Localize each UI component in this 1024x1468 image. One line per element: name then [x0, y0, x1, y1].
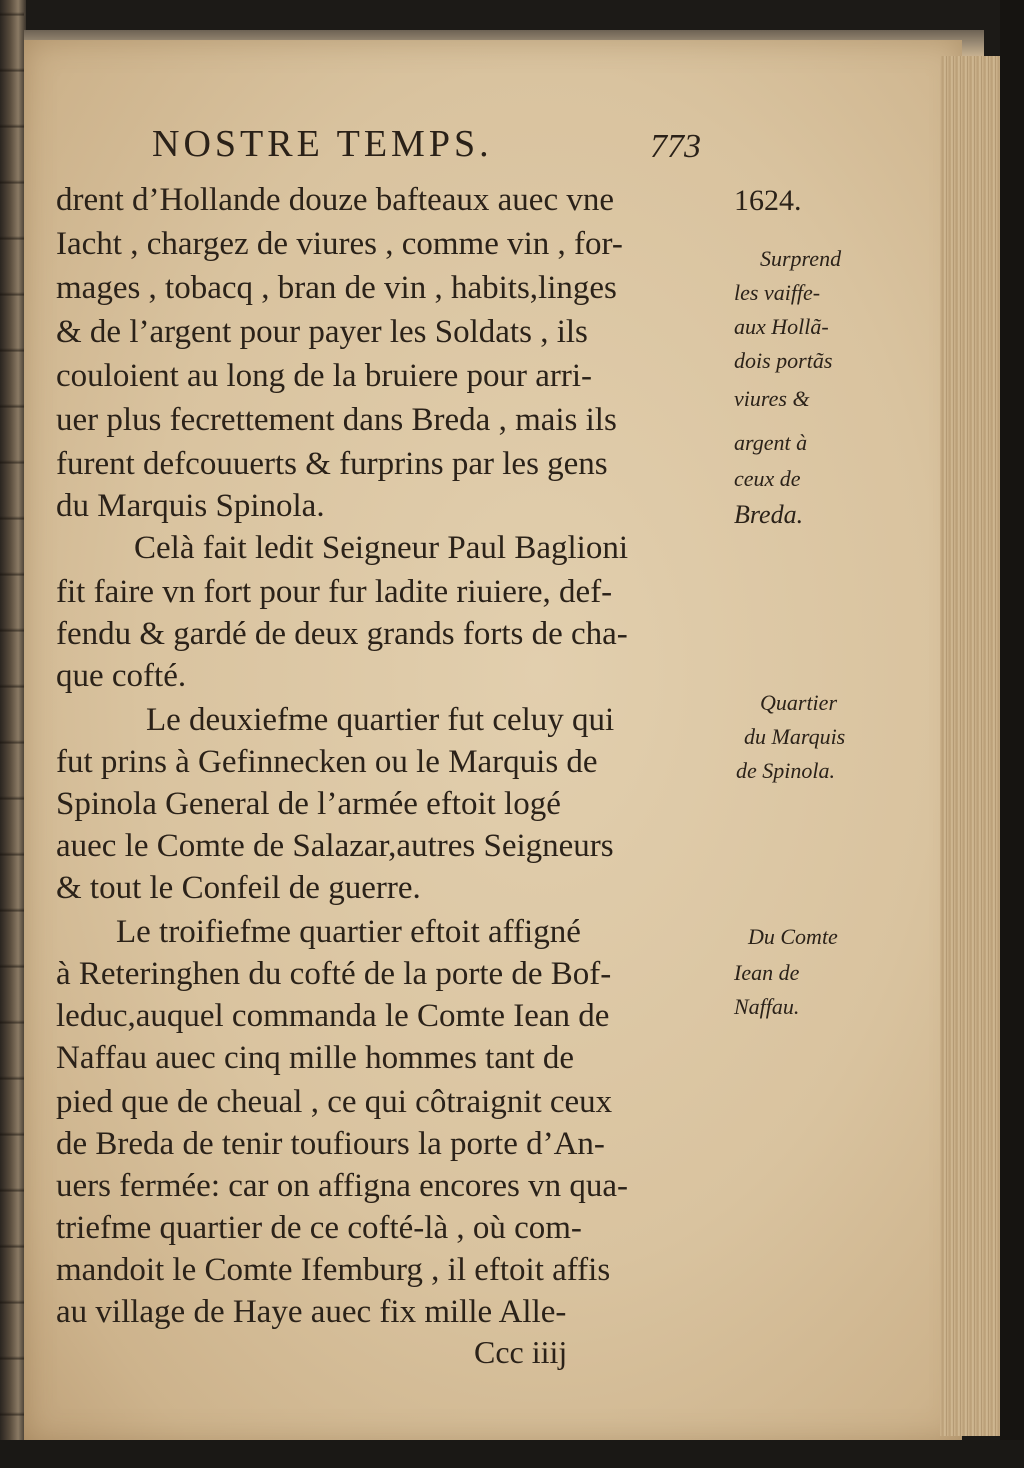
margin-note-line: les vaiffe-	[734, 280, 821, 305]
margin-note-line: Du Comte	[748, 924, 838, 949]
margin-note-line: Surprend	[760, 246, 842, 271]
text-line: couloient au long de la bruiere pour arri-	[56, 358, 593, 394]
margin-note-line: argent à	[734, 430, 808, 455]
text-line: à Reteringhen du cofté de la porte de Bof-	[56, 956, 612, 992]
text-line: Spinola General de l’armée eftoit logé	[56, 786, 561, 822]
running-head: NOSTRE TEMPS.	[152, 123, 493, 165]
margin-note-line: dois portãs	[734, 348, 833, 373]
text-line: Le deuxiefme quartier fut celuy qui	[146, 702, 615, 738]
background-right	[1000, 0, 1024, 1468]
text-line: drent d’Hollande douze bafteaux auec vne	[56, 182, 614, 218]
text-line: auec le Comte de Salazar,autres Seigneurs	[56, 828, 614, 864]
text-line: fit faire vn fort pour fur ladite riuiere, def-	[56, 574, 613, 610]
text-line: fut prins à Gefinnecken ou le Marquis de	[56, 744, 598, 780]
background-bottom	[0, 1440, 1024, 1468]
margin-note-line: viures &	[734, 386, 810, 411]
margin-note-line: aux Hollã-	[734, 314, 829, 339]
margin-note-line: ceux de	[734, 466, 801, 491]
margin-note-line: Quartier	[760, 690, 837, 715]
text-line: mandoit le Comte Ifemburg , il eftoit affis	[56, 1252, 611, 1288]
signature-mark: Ccc iiij	[474, 1334, 568, 1370]
text-line: Le troifiefme quartier eftoit affigné	[116, 914, 581, 950]
text-line: Naffau auec cinq mille hommes tant de	[56, 1040, 575, 1076]
margin-note-line: Breda.	[734, 500, 804, 529]
text-line: du Marquis Spinola.	[56, 488, 325, 524]
margin-note-line: du Marquis	[744, 724, 846, 749]
margin-note-line: de Spinola.	[736, 758, 835, 783]
margin-note-line: Naffau.	[734, 994, 800, 1019]
margin-year: 1624.	[734, 184, 802, 217]
text-line: Celà fait ledit Seigneur Paul Baglioni	[134, 530, 628, 566]
text-line: de Breda de tenir toufiours la porte d’An-	[56, 1126, 605, 1162]
text-line: uers fermée: car on affigna encores vn qua-	[56, 1168, 629, 1204]
text-line: mages , tobacq , bran de vin , habits,linges	[56, 270, 617, 306]
page-fore-edge	[940, 56, 1000, 1436]
text-line: & tout le Confeil de guerre.	[56, 870, 421, 906]
margin-note-line: Iean de	[734, 960, 800, 985]
text-line: que cofté.	[56, 658, 187, 694]
text-line: furent defcouuerts & furprins par les gens	[56, 446, 608, 482]
page-number: 773	[650, 128, 701, 165]
text-line: pied que de cheual , ce qui côtraignit ceux	[56, 1084, 613, 1120]
text-line: uer plus fecrettement dans Breda , mais ils	[56, 402, 617, 438]
text-line: Iacht , chargez de viures , comme vin , for-	[56, 226, 623, 262]
text-line: leduc,auquel commanda le Comte Iean de	[56, 998, 610, 1034]
text-line: fendu & gardé de deux grands forts de cha-	[56, 616, 628, 652]
binding-stitching	[0, 0, 24, 1468]
text-line: triefme quartier de ce cofté-là , où com-	[56, 1210, 582, 1246]
text-line: & de l’argent pour payer les Soldats , ils	[56, 314, 588, 350]
text-line: au village de Haye auec fix mille Alle-	[56, 1294, 567, 1330]
